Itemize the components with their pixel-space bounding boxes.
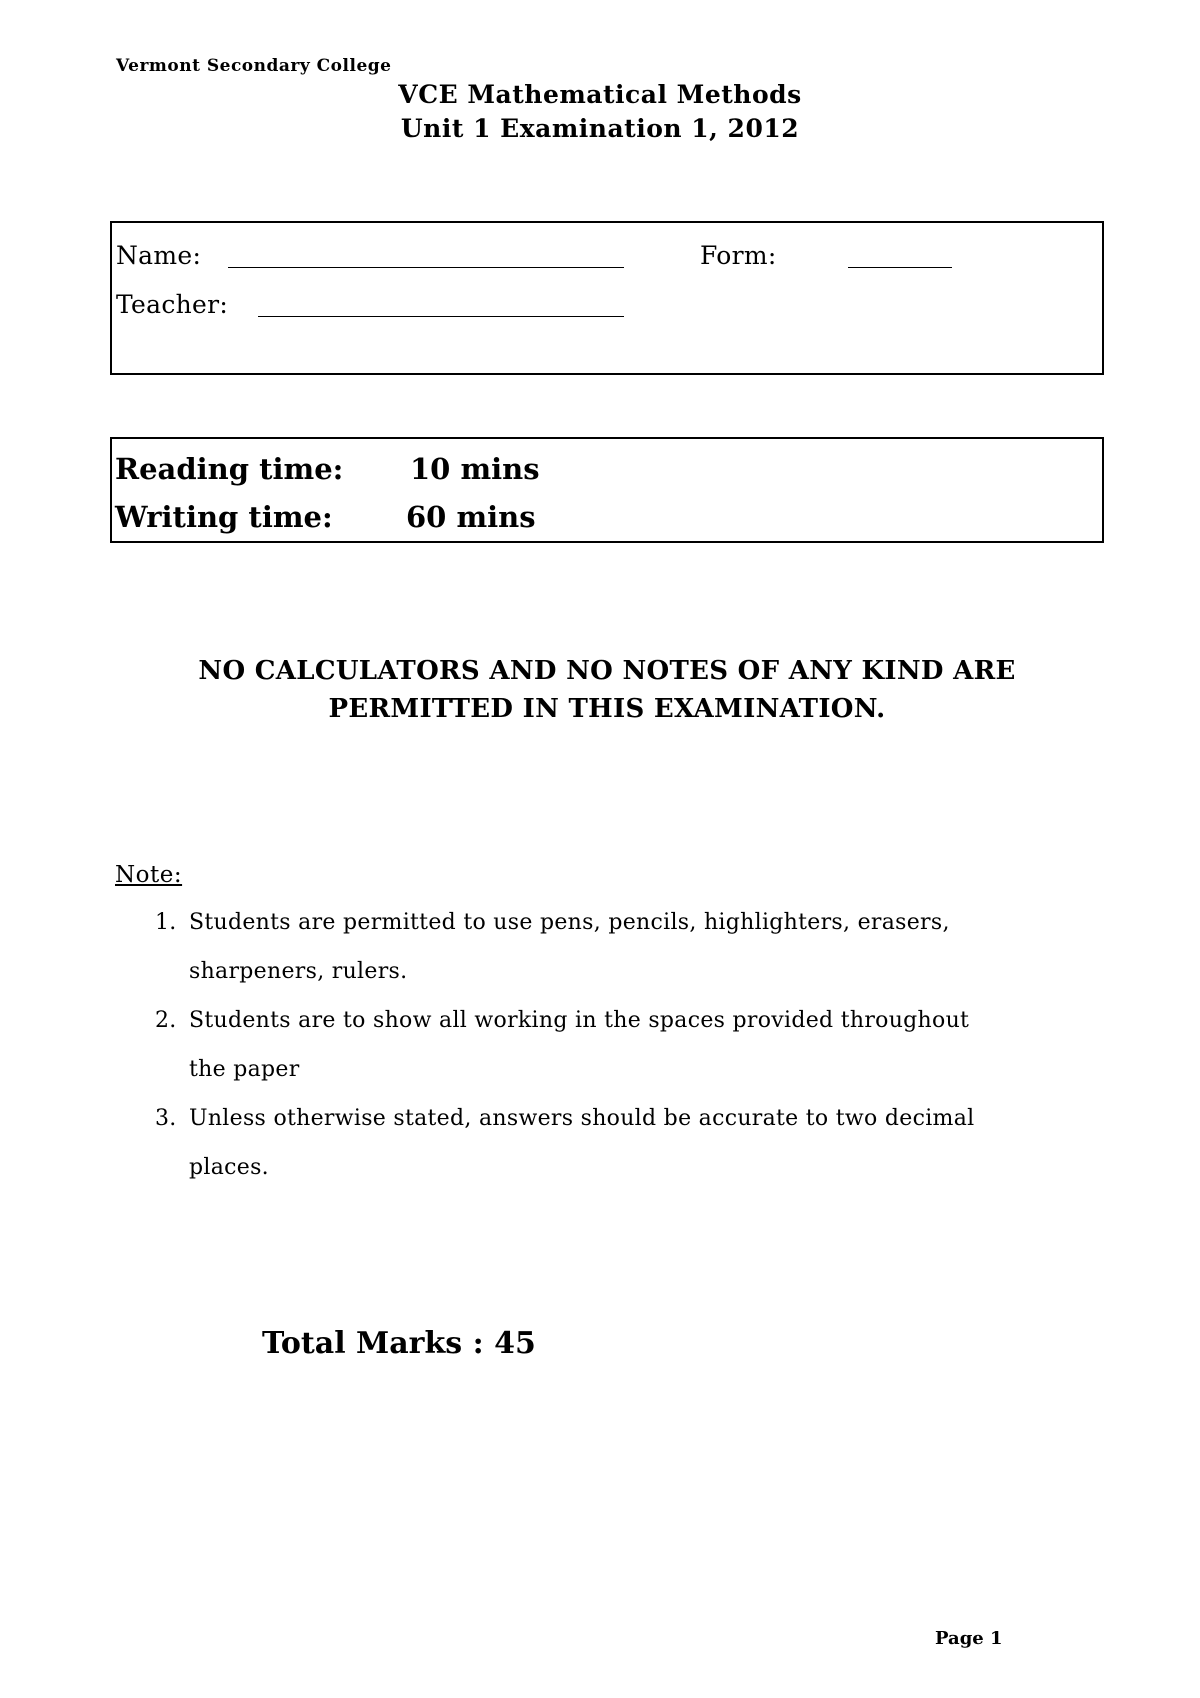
note-line: sharpeners, rulers. [189, 959, 408, 984]
note-line: the paper [189, 1057, 300, 1082]
form-label: Form: [700, 241, 777, 270]
note-number: 3. [155, 1106, 177, 1131]
teacher-field[interactable] [258, 294, 624, 317]
name-label: Name: [116, 241, 202, 270]
warning-line-2: PERMITTED IN THIS EXAMINATION. [328, 694, 886, 724]
note-line: Students are permitted to use pens, pencils, highlighters, erasers, [189, 910, 950, 935]
page-number: Page 1 [935, 1628, 1003, 1649]
note-number: 2. [155, 1008, 177, 1033]
note-line: Students are to show all working in the spaces provided throughout [189, 1008, 970, 1033]
warning-line-1: NO CALCULATORS AND NO NOTES OF ANY KIND ARE [198, 656, 1016, 686]
reading-time-value: 10 mins [410, 452, 540, 486]
note-heading: Note: [115, 862, 183, 888]
name-field[interactable] [228, 245, 624, 268]
reading-time-label: Reading time: [115, 452, 344, 486]
teacher-label: Teacher: [116, 290, 229, 319]
school-name: Vermont Secondary College [116, 56, 392, 76]
subject-title: VCE Mathematical Methods [398, 80, 802, 109]
exam-title: Unit 1 Examination 1, 2012 [400, 114, 800, 143]
note-line: places. [189, 1155, 269, 1180]
writing-time-value: 60 mins [406, 500, 536, 534]
note-number: 1. [155, 910, 177, 935]
form-field[interactable] [848, 245, 952, 268]
total-marks: Total Marks : 45 [262, 1326, 536, 1361]
note-line: Unless otherwise stated, answers should be accurate to two decimal [189, 1106, 975, 1131]
writing-time-label: Writing time: [115, 500, 333, 534]
